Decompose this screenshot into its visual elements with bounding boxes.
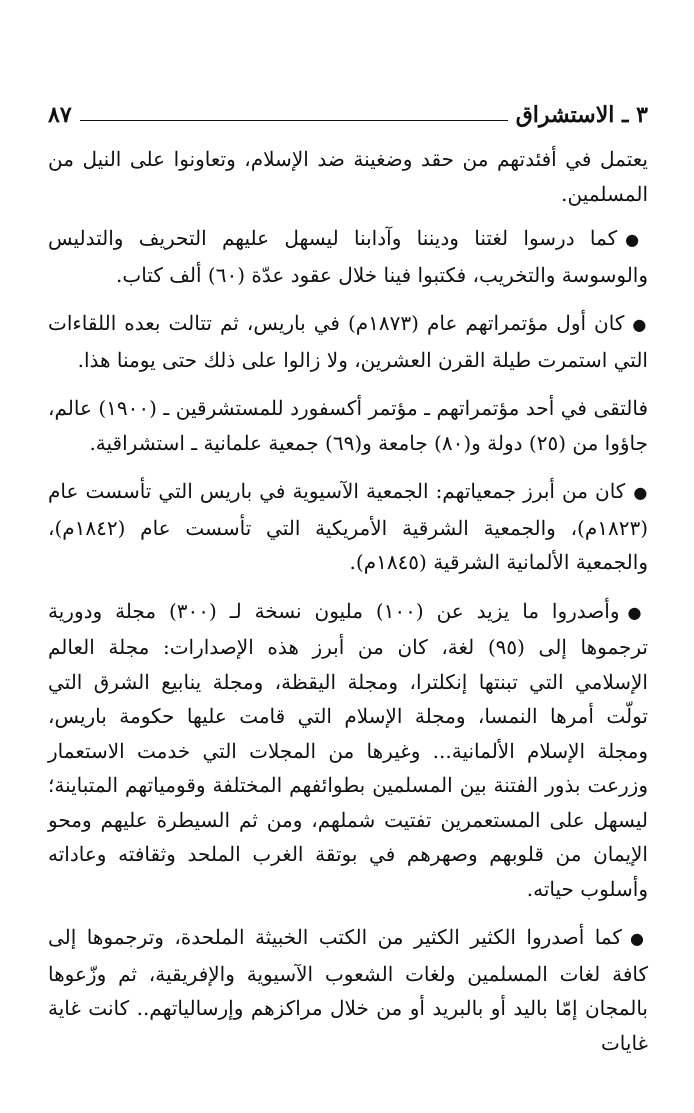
paragraph-text: فالتقى في أحد مؤتمراتهم ـ مؤتمر أكسفورد للمستشرقين ـ (١٩٠٠) عالم، جاؤوا من (٢٥) دولة و(٨٠) جامعة و(٦٩) جمعية علمانية ـ استشراقية.	[48, 396, 649, 455]
header-rule	[80, 120, 508, 121]
paragraph	[48, 920, 648, 1060]
page-number: ٨٧	[48, 102, 72, 128]
paragraph	[48, 221, 648, 292]
bullet-icon: ●	[625, 230, 648, 249]
chapter-title: ٣ ـ الاستشراق	[515, 102, 648, 128]
paragraph-text: يعتمل في أفئدتهم من حقد وضغينة ضد الإسلام، وتعاونوا على النيل من المسلمين.	[48, 147, 648, 206]
bullet-icon: ●	[629, 929, 648, 948]
bullet-icon: ●	[633, 483, 648, 502]
paragraph	[48, 142, 648, 211]
paragraph-text: وأصدروا ما يزيد عن (١٠٠) مليون نسخة لـ (٣٠٠) مجلة ودورية ترجموها إلى (٩٥) لغة، كان من أبرز هذه الإصدارات: مجلة العالم الإسلامي التي تبنتها إنكلترا، ومجلة اليقظة، ومجلة ينابيع الشرق التي تولّت أمرها النمسا، ومجلة الإسلام التي قامت عليها حكومة باريس، ومجلة الإسلام الألمانية... وغيرها من المجلات التي خدمت الاستعمار وزرعت بذور الفتنة بين المسلمين بطوائفهم المختلفة وقومياتهم المتباينة؛ ليسهل على المستعمرين تفتيت شملهم، ومن ثم السيطرة عليهم ومحو الإيمان من قلوبهم وصهرهم في بوتقة الغرب الملحد وثقافته وعاداته وأسلوب حياته.	[48, 598, 649, 901]
running-header	[48, 92, 648, 128]
paragraph-text: كما درسوا لغتنا وديننا وآدابنا ليسهل عليهم التحريف والتدليس والوسوسة والتخريب، فكتبوا فينا خلال عقود عدّة (٦٠) ألف كتاب.	[48, 226, 648, 287]
paragraph-text: كان من أبرز جمعياتهم: الجمعية الآسيوية في باريس التي تأسست عام (١٨٢٣م)، والجمعية الشرقية الأمريكية التي تأسست عام (١٨٤٢م)، والجمعية الألمانية الشرقية (١٨٤٥م).	[48, 479, 648, 574]
paragraph	[48, 474, 648, 580]
bullet-icon: ●	[627, 602, 649, 622]
paragraph	[48, 594, 648, 907]
paragraph	[48, 391, 648, 460]
paragraph	[48, 306, 648, 377]
paragraph-text: كان أول مؤتمراتهم عام (١٨٧٣م) في باريس، ثم تتالت بعده اللقاءات التي استمرت طيلة القرن العشرين، ولا زالوا على ذلك حتى يومنا هذا.	[48, 311, 648, 372]
bullet-icon: ●	[632, 315, 648, 334]
paragraph-text: كما أصدروا الكثير الكثير من الكتب الخبيثة الملحدة، وترجموها إلى كافة لغات المسلمين ولغات الشعوب الآسيوية والإفريقية، ثم وزّعوها بالمجان إمّا باليد أو بالبريد أو من خلال مراكزهم وإرسالياتهم.. كانت غاية غايات	[48, 925, 648, 1055]
body-text	[48, 142, 648, 1060]
